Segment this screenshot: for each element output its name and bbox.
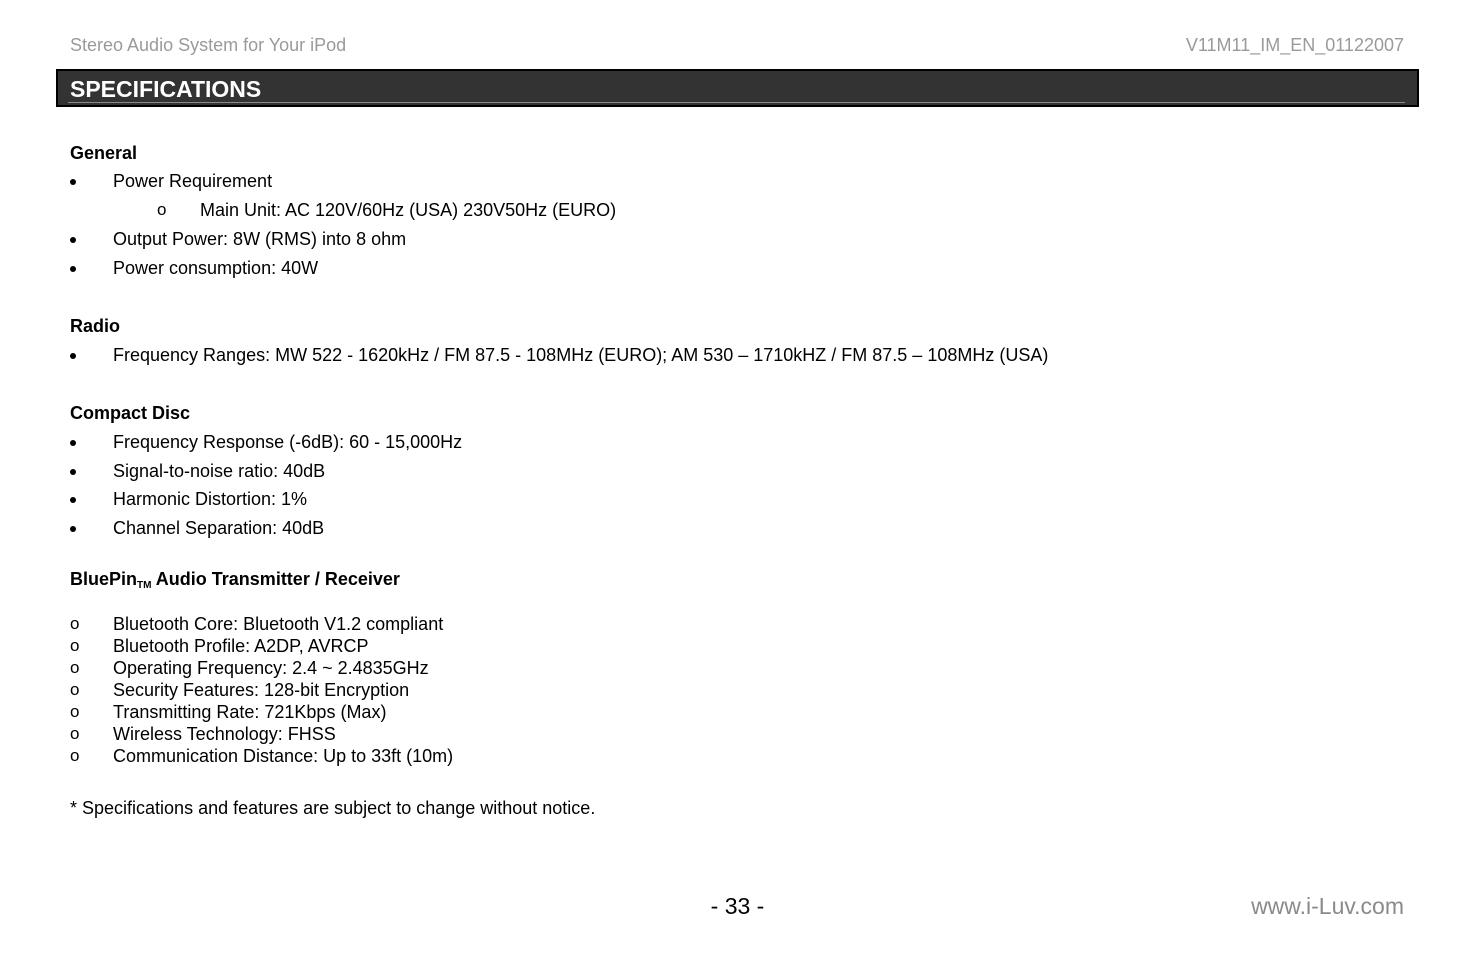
list-item-text: Bluetooth Profile: A2DP, AVRCP [113,636,369,656]
circle-bullet-icon: o [70,680,80,699]
bluepin-heading-main: BluePin [70,569,138,589]
bluepin-heading [70,569,400,596]
list-item-text: Transmitting Rate: 721Kbps (Max) [113,702,387,722]
list-item-text: Communication Distance: Up to 33ft (10m) [113,746,454,766]
list-item-text: Harmonic Distortion: 1% [113,489,308,509]
list-item-text: Signal-to-noise ratio: 40dB [113,461,326,481]
trademark-subscript: TM [137,580,152,591]
bullet-icon [70,432,90,452]
list-item-text: Frequency Response (-6dB): 60 - 15,000Hz [113,432,463,452]
radio-heading: Radio [70,316,121,336]
title-underline [68,102,1405,103]
compact-disc-heading: Compact Disc [70,403,191,423]
list-item-text: Security Features: 128-bit Encryption [113,680,410,700]
circle-bullet-icon: o [70,746,80,765]
list-item-text: Operating Frequency: 2.4 ~ 2.4835GHz [113,658,429,678]
page-title: SPECIFICATIONS [70,76,262,102]
circle-bullet-icon: o [70,658,80,677]
website-url: www.i-Luv.com [1251,893,1404,919]
bullet-icon [70,258,90,278]
circle-bullet-icon: o [70,724,80,743]
circle-bullet-icon: o [70,702,80,721]
list-item-text: Bluetooth Core: Bluetooth V1.2 compliant [113,614,444,634]
bullet-icon [70,171,90,191]
list-item-text: Channel Separation: 40dB [113,518,325,538]
bullet-icon [70,518,90,538]
disclaimer-note: * Specifications and features are subject to change without notice. [70,798,596,818]
circle-bullet-icon: o [70,636,80,655]
list-item-text: Main Unit: AC 120V/60Hz (USA) 230V50Hz (EURO) [200,200,617,220]
bullet-icon [70,229,90,249]
list-item-text: Frequency Ranges: MW 522 - 1620kHz / FM 87.5 - 108MHz (EURO); AM 530 – 1710kHZ / FM 87.5 – 108MHz (USA) [113,345,1049,365]
section-title-bar [56,69,1419,107]
bullet-icon [70,489,90,509]
list-item-text: Wireless Technology: FHSS [113,724,336,744]
page-number: - 33 - [710,893,765,919]
list-item-text: Power Requirement [113,171,273,191]
list-item-text: Power consumption: 40W [113,258,319,278]
circle-bullet-icon: o [157,200,167,219]
bullet-icon [70,461,90,481]
list-item-text: Output Power: 8W (RMS) into 8 ohm [113,229,407,249]
circle-bullet-icon: o [70,614,80,633]
bluepin-heading-rest: Audio Transmitter / Receiver [151,569,400,589]
bullet-icon [70,345,90,365]
header-document-title: Stereo Audio System for Your iPod [70,35,347,55]
general-heading: General [70,143,138,163]
header-document-code: V11M11_IM_EN_01122007 [1185,35,1404,55]
